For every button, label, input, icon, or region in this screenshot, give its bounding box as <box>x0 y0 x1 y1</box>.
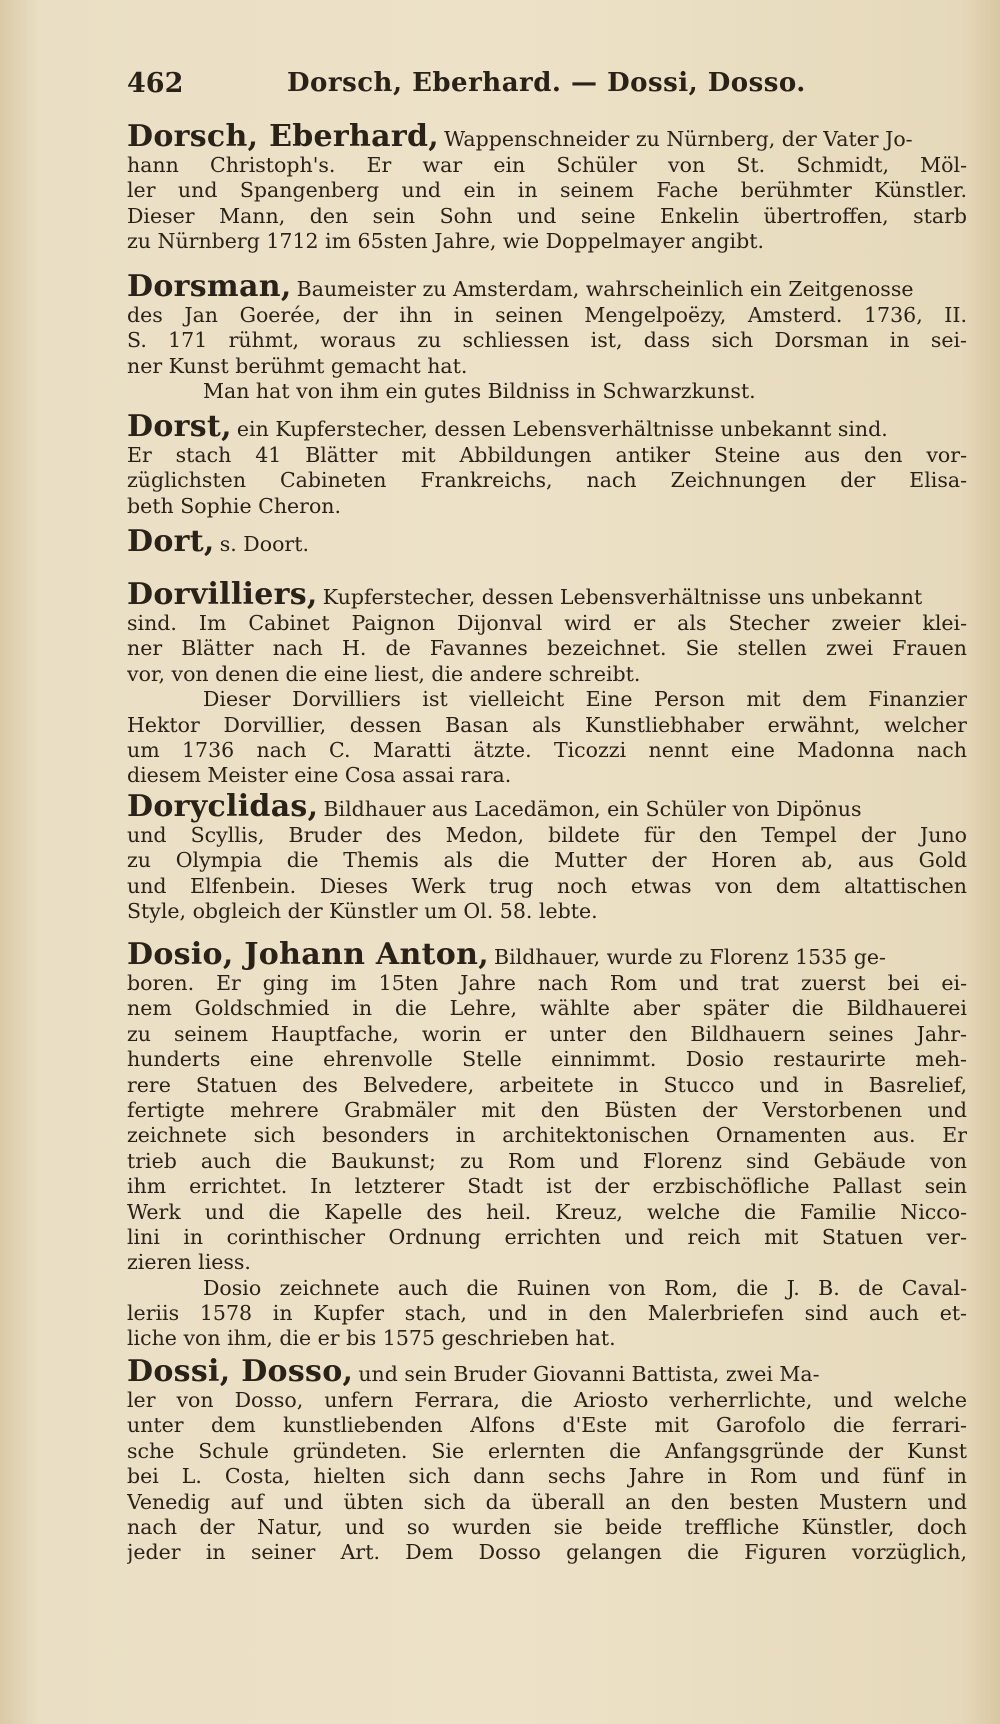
entry-first-line <box>127 525 967 558</box>
entry-headword: Dort, <box>127 525 215 558</box>
entry-first-text: Bildhauer aus Lacedämon, ein Schüler von Dipönus <box>323 797 862 821</box>
entry-dorsman <box>127 270 967 405</box>
entry-line: ler von Dosso, unfern Ferrara, die Ariosto verherrlichte, und welche <box>127 1388 967 1412</box>
entry-line: rere Statuen des Belvedere, arbeitete in Stucco und in Basrelief, <box>127 1072 967 1097</box>
entry-line: boren. Er ging im 15ten Jahre nach Rom und trat zuerst bei ei- <box>127 971 967 995</box>
entry-line: bei L. Costa, hielten sich dann sechs Jahre in Rom und fünf in <box>127 1464 967 1489</box>
entry-first-text: s. Doort. <box>219 532 309 556</box>
entry-first-line <box>127 938 967 971</box>
entry-line: fertigte mehrere Grabmäler mit den Büsten der Verstorbenen und <box>127 1097 967 1122</box>
entry-dort <box>127 525 967 558</box>
entry-headword: Dorsman, <box>127 270 292 303</box>
entry-line: ler und Spangenberg und ein in seinem Fache berühmter Künstler. <box>127 178 967 203</box>
entry-line: ner Kunst berühmt gemacht hat. <box>127 353 468 378</box>
entry-headword: Dorsch, Eberhard, <box>127 120 439 153</box>
entry-line: liche von ihm, die er bis 1575 geschrieben hat. <box>127 1326 616 1351</box>
entry-headword: Dorvilliers, <box>127 578 318 611</box>
entry-line: hunderts eine ehrenvolle Stelle einnimmt. Dosio restaurirte meh- <box>127 1047 967 1072</box>
entry-headword: Dosio, Johann Anton, <box>127 938 489 971</box>
entry-line: Er stach 41 Blätter mit Abbildungen antiker Steine aus den vor- <box>127 443 967 467</box>
entry-first-text: und sein Bruder Giovanni Battista, zwei Ma- <box>358 1362 820 1386</box>
entry-line: zeichnete sich besonders in architektonischen Ornamenten aus. Er <box>127 1123 967 1148</box>
entry-line: Venedig auf und übten sich da überall an den besten Mustern und <box>127 1489 967 1514</box>
page-number: 462 <box>127 68 184 99</box>
entry-first-line <box>127 1355 967 1388</box>
entry-line: nem Goldschmied in die Lehre, wählte aber später die Bildhauerei <box>127 996 967 1021</box>
entry-line: Dosio zeichnete auch die Ruinen von Rom, die J. B. de Caval- <box>203 1275 967 1300</box>
entry-line: Dieser Mann, den sein Sohn und seine Enkelin übertroffen, starb <box>127 203 967 228</box>
entry-first-line <box>127 120 967 153</box>
entry-line: vor, von denen die eine liest, die andere schreibt. <box>127 661 641 686</box>
entry-line: Hektor Dorvillier, dessen Basan als Kunstliebhaber erwähnt, welcher <box>127 712 967 737</box>
entry-line: und Elfenbein. Dieses Werk trug noch etwas von dem altattischen <box>127 873 967 898</box>
entry-line: züglichsten Cabineten Frankreichs, nach Zeichnungen der Elisa- <box>127 468 967 493</box>
entry-line: zu Nürnberg 1712 im 65sten Jahre, wie Doppelmayer angibt. <box>127 229 764 254</box>
entry-line: zu seinem Hauptfache, worin er unter den Bildhauern seines Jahr- <box>127 1021 967 1046</box>
entry-line: um 1736 nach C. Maratti ätzte. Ticozzi nennt eine Madonna nach <box>127 737 967 762</box>
entry-first-text: ein Kupferstecher, dessen Lebensverhältnisse unbekannt sind. <box>236 417 888 441</box>
entry-line: zieren liess. <box>127 1250 251 1275</box>
entry-line: und Scyllis, Bruder des Medon, bildete für den Tempel der Juno <box>127 823 967 847</box>
entry-dorvilliers <box>127 578 967 789</box>
entry-line: leriis 1578 in Kupfer stach, und in den Malerbriefen sind auch et- <box>127 1301 967 1326</box>
entry-dorsch <box>127 120 967 255</box>
entry-line: Man hat von ihm ein gutes Bildniss in Schwarzkunst. <box>203 379 756 404</box>
entry-line: jeder in seiner Art. Dem Dosso gelangen die Figuren vorzüglich, <box>127 1540 967 1565</box>
entry-doryclidas <box>127 790 967 925</box>
entry-line: lini in corinthischer Ordnung errichten und reich mit Statuen ver- <box>127 1224 967 1249</box>
entry-dorst <box>127 410 967 519</box>
entry-line: ihm errichtet. In letzterer Stadt ist der erzbischöfliche Pallast sein <box>127 1174 967 1199</box>
running-title: Dorsch, Eberhard. — Dossi, Dosso. <box>287 68 806 98</box>
entry-line: Werk und die Kapelle des heil. Kreuz, welche die Familie Nicco- <box>127 1199 967 1224</box>
entry-first-text: Wappenschneider zu Nürnberg, der Vater Jo- <box>444 127 913 151</box>
entry-line: hann Christoph's. Er war ein Schüler von St. Schmidt, Möl- <box>127 153 967 177</box>
entry-headword: Doryclidas, <box>127 790 319 823</box>
entry-first-text: Bildhauer, wurde zu Florenz 1535 ge- <box>494 945 886 969</box>
entry-line: trieb auch die Baukunst; zu Rom und Florenz sind Gebäude von <box>127 1148 967 1173</box>
entry-first-line <box>127 790 967 823</box>
entry-line: sche Schule gründeten. Sie erlernten die Anfangsgründe der Kunst <box>127 1438 967 1463</box>
entry-line: sind. Im Cabinet Paignon Dijonval wird er als Stecher zweier klei- <box>127 611 967 635</box>
entry-line: Dieser Dorvilliers ist vielleicht Eine Person mit dem Finanzier <box>203 687 967 712</box>
entry-line: des Jan Goerée, der ihn in seinen Mengelpoëzy, Amsterd. 1736, II. <box>127 303 967 327</box>
entry-first-text: Baumeister zu Amsterdam, wahrscheinlich ein Zeitgenosse <box>296 277 914 301</box>
entry-line: ner Blätter nach H. de Favannes bezeichnet. Sie stellen zwei Frauen <box>127 636 967 661</box>
entry-first-text: Kupferstecher, dessen Lebensverhältnisse uns unbekannt <box>322 585 923 609</box>
entry-first-line <box>127 270 967 303</box>
entry-line: nach der Natur, und so wurden sie beide treffliche Künstler, doch <box>127 1514 967 1539</box>
entry-dossi <box>127 1355 967 1566</box>
entry-first-line <box>127 578 967 611</box>
entry-line: diesem Meister eine Cosa assai rara. <box>127 763 512 788</box>
entry-dosio <box>127 938 967 1352</box>
entry-headword: Dorst, <box>127 410 232 443</box>
entry-line: Style, obgleich der Künstler um Ol. 58. lebte. <box>127 899 598 924</box>
entry-line: S. 171 rühmt, woraus zu schliessen ist, dass sich Dorsman in sei- <box>127 328 967 353</box>
entry-line: unter dem kunstliebenden Alfons d'Este mit Garofolo die ferrari- <box>127 1413 967 1438</box>
entry-line: zu Olympia die Themis als die Mutter der Horen ab, aus Gold <box>127 848 967 873</box>
entry-first-line <box>127 410 967 443</box>
page-header <box>127 64 882 104</box>
entry-line: beth Sophie Cheron. <box>127 493 342 518</box>
entry-headword: Dossi, Dosso, <box>127 1355 354 1388</box>
